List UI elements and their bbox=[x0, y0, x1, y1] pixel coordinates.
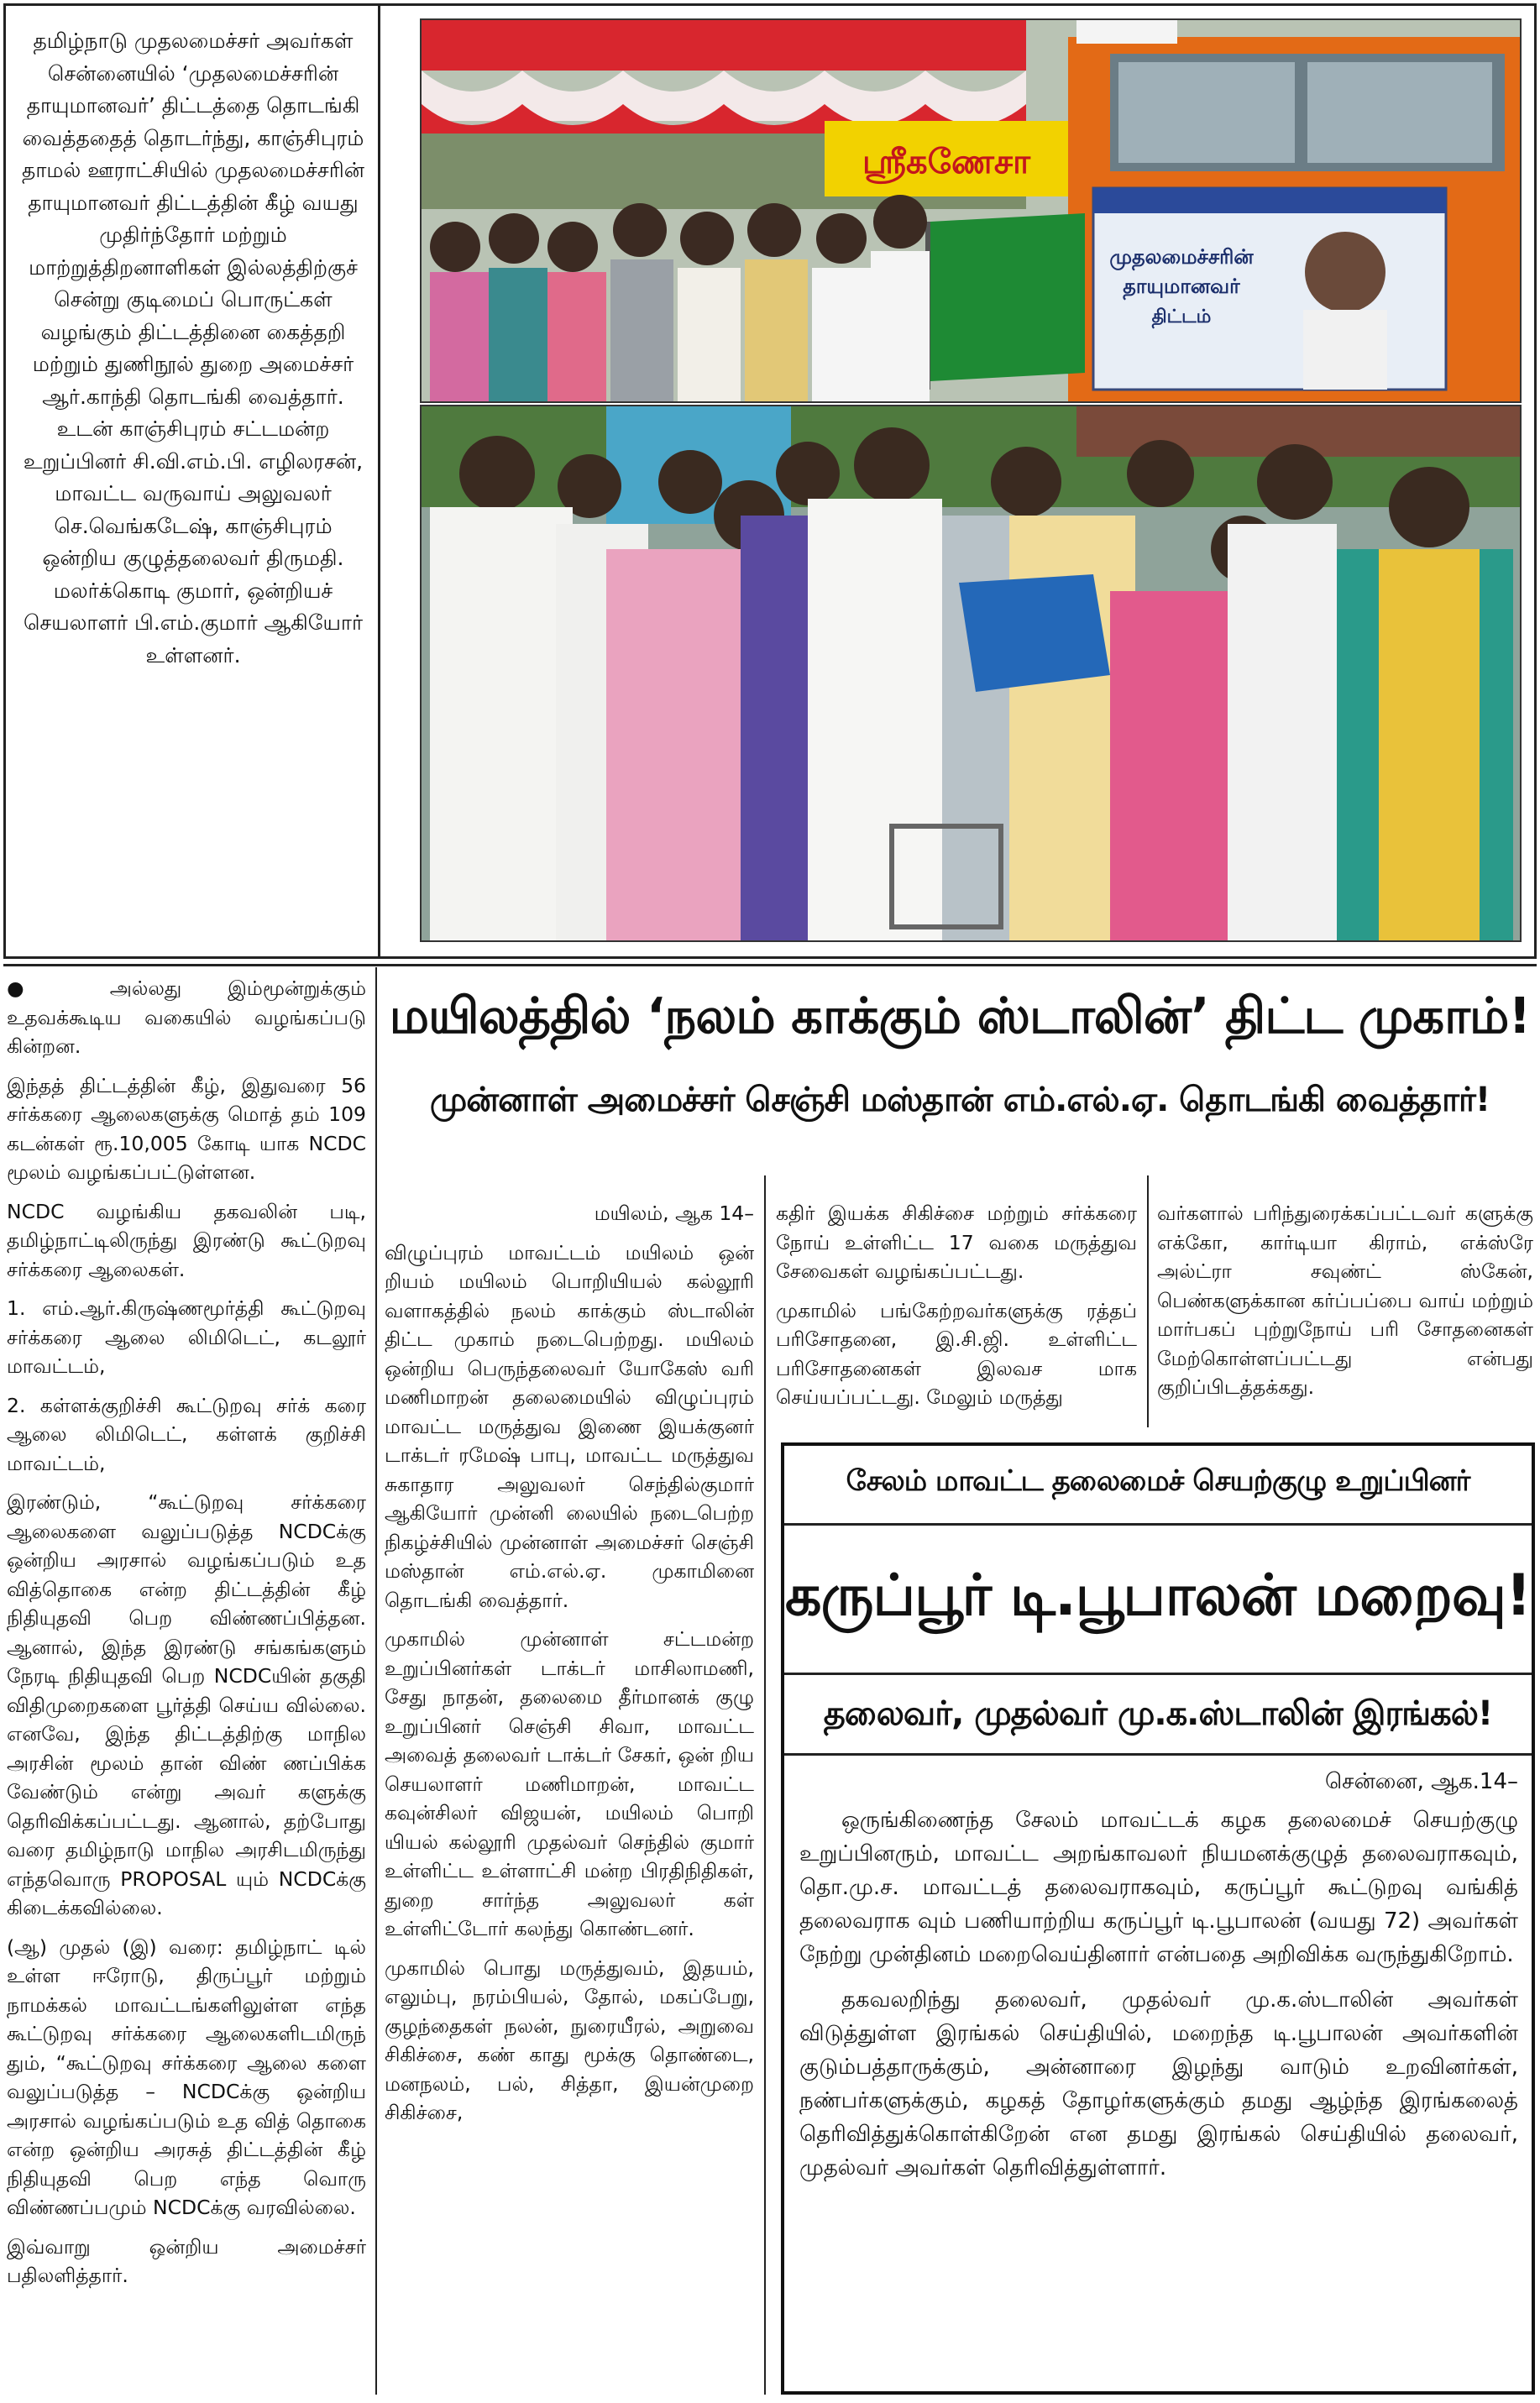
main-story-col1 bbox=[385, 1199, 754, 2395]
photo-flag-off bbox=[420, 18, 1522, 403]
obituary-subheadline: தலைவர், முதல்வர் மு.க.ஸ்டாலின் இரங்கல்! bbox=[823, 1694, 1493, 1733]
obituary-rule bbox=[784, 1523, 1532, 1526]
left-paragraph: ● அல்லது இம்மூன்றுக்கும் உதவக்கூடிய வகையில் வழங்கப்படு கின்றன. bbox=[7, 976, 366, 1058]
obituary-rule bbox=[784, 1753, 1532, 1756]
obituary-headline: கருப்பூர் டி.பூபாலன் மறைவு! bbox=[785, 1563, 1531, 1629]
obituary-rule bbox=[784, 1673, 1532, 1675]
photo-caption: தமிழ்நாடு முதலமைச்சர் அவர்கள் சென்னையில் ‘முதலமைச்சரின் தாயுமானவர்’ திட்டத்தை தொடங்கி வைத்ததைத் தொடர்ந்து, காஞ்சிபுரம் தாமல் ஊராட்சியில் முதலமைச்சரின் தாயுமானவர் திட்டத்தின் கீழ் வயது முதிர்ந்தோர் மற்றும் மாற்றுத்திறனாளிகள் இல்லத்திற்குச் சென்று குடிமைப் பொருட்கள் வழங்கும் திட்டத்தினை கைத்தறி மற்றும் துணிநூல் துறை அமைச்சர் ஆர்.காந்தி தொடங்கி வைத்தார். உடன் காஞ்சிபுரம் சட்டமன்ற உறுப்பினர் சி.வி.எம்.பி. எழிலரசன், மாவட்ட வருவாய் அலுவலர் செ.வெங்கடேஷ், காஞ்சிபுரம் ஒன்றிய குழுத்தலைவர் திருமதி. மலர்க்கொடி குமார், ஒன்றியச் செயலாளர் பி.எம்.குமார் ஆகியோர் உள்ளனர். bbox=[22, 29, 364, 668]
left-paragraph: (ஆ) முதல் (இ) வரை: தமிழ்நாட் டில் உள்ள ஈரோடு, திருப்பூர் மற்றும் நாமக்கல் மாவட்டங்களிலுள்ள எந்த கூட்டுறவு சர்க்கரை ஆலைகளிடமிருந் தும், “கூட்டுறவு சர்க்கரை ஆலை களை வலுப்படுத்த – NCDCக்கு ஒன்றிய அரசால் வழங்கப்படும் உத வித் தொகை என்ற ஒன்றிய அரசுத் திட்டத்தின் கீழ் நிதியுதவி பெற எந்த வொரு விண்ணப்பமும் NCDCக்கு வரவில்லை. bbox=[7, 1934, 366, 2219]
left-paragraph: இந்தத் திட்டத்தின் கீழ், இதுவரை 56 சர்க்கரை ஆலைகளுக்கு மொத் தம் 109 கடன்கள் ரூ.10,005 கோடி யாக NCDC மூலம் வழங்கப்பட்டுள்ளன. bbox=[7, 1073, 366, 1184]
obituary-box bbox=[781, 1442, 1535, 2395]
main-story-col3 bbox=[1157, 1199, 1533, 1442]
left-paragraph: இரண்டும், “கூட்டுறவு சர்க்கரை ஆலைகளை வலுப்படுத்த NCDCக்கு ஒன்றிய அரசால் வழங்கப்படும் உத வித்தொகை என்ற திட்டத்தின் கீழ் நிதியுதவி பெற விண்ணப்பித்தன. ஆனால், இந்த இரண்டு சங்கங்களும் நேரடி நிதியுதவி பெற NCDCயின் தகுதி விதிமுறைகளை பூர்த்தி செய்ய வில்லை. எனவே, இந்த திட்டத்திற்கு மாநில அரசின் மூலம் தான் விண் ணப்பிக்க வேண்டும் என்று அவர் களுக்கு தெரிவிக்கப்பட்டது. ஆனால், தற்போது வரை தமிழ்நாடு மாநில அரசிடமிருந்து எந்தவொரு PROPOSAL யும் NCDCக்கு கிடைக்கவில்லை. bbox=[7, 1490, 366, 1919]
shop-sign-text: ஸ்ரீகணேசா bbox=[862, 143, 1030, 181]
photo-handover bbox=[420, 405, 1522, 942]
dateline: மயிலம், ஆக 14– bbox=[594, 1202, 754, 1225]
banner-line2: தாயுமானவர் bbox=[1123, 275, 1240, 298]
obituary-paragraph: ஒருங்கிணைந்த சேலம் மாவட்டக் கழக தலைமைச் செயற்குழு உறுப்பினரும், மாவட்ட அறங்காவலர் நியமனக்குழுத் தலைவராகவும், தொ.மு.ச. மாவட்டத் தலைவராகவும், கருப்பூர் கூட்டுறவு வங்கித் தலைவராக வும் பணியாற்றிய கருப்பூர் டி.பூபாலன் (வயது 72) அவர்கள் நேற்று முன்தினம் மறைவெய்தினார் என்பதை அறிவிக்க வருந்துகிறோம். bbox=[799, 1808, 1518, 1967]
main-col-divider bbox=[764, 1175, 766, 2395]
obituary-paragraph: தகவலறிந்து தலைவர், முதல்வர் மு.க.ஸ்டாலின் அவர்கள் விடுத்துள்ள இரங்கல் செய்தியில், மறைந்த டி.பூபாலன் அவர்களின் குடும்பத்தாருக்கும், அன்னாரை இழந்து வாடும் உறவினர்கள், நண்பர்களுக்கும், கழகத் தோழர்களுக்கும் தமது ஆழ்ந்த இரங்கலைத் தெரிவித்துக்கொள்கிறேன் என தமது இரங்கல் செய்தியில் தலைவர், முதல்வர் அவர்கள் தெரிவித்துள்ளார். bbox=[799, 1987, 1518, 2180]
obituary-dateline: சென்னை, ஆக.14– bbox=[1324, 1769, 1518, 1794]
main-col2-paragraph: கதிர் இயக்க சிகிச்சை மற்றும் சர்க்கரை நோய் உள்ளிட்ட 17 வகை மருத்துவ சேவைகள் வழங்கப்பட்டது. bbox=[776, 1202, 1137, 1283]
left-column bbox=[7, 974, 366, 2395]
photo-caption-box bbox=[18, 25, 368, 940]
photo-handover-drawing bbox=[422, 406, 1522, 942]
main-col2-paragraph: முகாமில் பங்கேற்றவர்களுக்கு ரத்தப் பரிசோதனை, இ.சி.ஜி. உள்ளிட்ட பரிசோதனைகள் இலவச மாக செய்யப்பட்டது. மேலும் மருத்து bbox=[776, 1298, 1137, 1409]
left-paragraph: NCDC வழங்கிய தகவலின் படி, தமிழ்நாட்டிலிருந்து இரண்டு கூட்டுறவு சர்க்கரை ஆலைகள். bbox=[7, 1199, 366, 1281]
banner-line1: முதலமைச்சரின் bbox=[1109, 245, 1254, 269]
obituary-kicker: சேலம் மாவட்ட தலைமைச் செயற்குழு உறுப்பினர் bbox=[846, 1464, 1470, 1498]
main-col-divider bbox=[1147, 1175, 1149, 1427]
photo-flag-off-drawing bbox=[422, 20, 1522, 403]
main-col1-paragraph: விழுப்புரம் மாவட்டம் மயிலம் ஒன் றியம் மயிலம் பொறியியல் கல்லூரி வளாகத்தில் நலம் காக்கும் ஸ்டாலின் திட்ட முகாம் நடைபெற்றது. மயிலம் ஒன்றிய பெருந்தலைவர் யோகேஸ் வரி மணிமாறன் தலைமையில் விழுப்புரம் மாவட்ட மருத்துவ இணை இயக்குனர் டாக்டர் ரமேஷ் பாபு, மாவட்ட மருத்துவ சுகாதார அலுவலர் செந்தில்குமார் ஆகியோர் முன்னி லையில் நடைபெற்ற நிகழ்ச்சியில் முன்னாள் அமைச்சர் செஞ்சி மஸ்தான் எம்.எல்.ஏ. முகாமினை தொடங்கி வைத்தார். bbox=[385, 1240, 754, 1612]
main-subheadline: முன்னாள் அமைச்சர் செஞ்சி மஸ்தான் எம்.எல்.ஏ. தொடங்கி வைத்தார்! bbox=[429, 1081, 1490, 1119]
main-col1-paragraph: முகாமில் பொது மருத்துவம், இதயம், எலும்பு, நரம்பியல், தோல், மகப்பேறு, குழந்தைகள் நலன், நுரையீரல், அறுவை சிகிச்சை, கண் காது மூக்கு தொண்டை, மனநலம், பல், சித்தா, இயன்முறை சிகிச்சை, bbox=[385, 1955, 754, 2124]
main-story-col2 bbox=[776, 1199, 1137, 1442]
left-column-divider bbox=[375, 967, 377, 2395]
main-col1-paragraph: முகாமில் முன்னாள் சட்டமன்ற உறுப்பினர்கள் டாக்டர் மாசிலாமணி, சேது நாதன், தலைமை தீர்மானக் குழு உறுப்பினர் செஞ்சி சிவா, மாவட்ட அவைத் தலைவர் டாக்டர் சேகர், ஒன் றிய செயலாளர் மணிமாறன், மாவட்ட கவுன்சிலர் விஜயன், மயிலம் பொறி யியல் கல்லூரி முதல்வர் செந்தில் குமார் உள்ளிட்ட உள்ளாட்சி மன்ற பிரதிநிதிகள், துறை சார்ந்த அலுவலர் கள் உள்ளிட்டோர் கலந்து கொண்டனர். bbox=[385, 1627, 754, 1940]
caption-divider bbox=[378, 5, 380, 957]
main-headline: மயிலத்தில் ‘நலம் காக்கும் ஸ்டாலின்’ திட்ட முகாம்! bbox=[389, 987, 1531, 1044]
left-paragraph: இவ்வாறு ஒன்றிய அமைச்சர் பதிலளித்தார். bbox=[7, 2234, 366, 2287]
left-paragraph: 1. எம்.ஆர்.கிருஷ்ணமூர்த்தி கூட்டுறவு சர்க்கரை ஆலை லிமிடெட், கடலூர் மாவட்டம், bbox=[7, 1296, 366, 1378]
obituary-body bbox=[799, 1765, 1518, 2386]
section-top-rule bbox=[3, 964, 1537, 966]
banner-line3: திட்டம் bbox=[1151, 306, 1212, 327]
main-col3-paragraph: வர்களால் பரிந்துரைக்கப்பட்டவர் களுக்கு எக்கோ, கார்டியா கிராம், எக்ஸ்ரே அல்ட்ரா சவுண்ட் ஸ்கேன், பெண்களுக்கான கர்ப்பப்பை வாய் மற்றும் மார்பகப் புற்றுநோய் பரி சோதனைகள் மேற்கொள்ளப்பட்டது என்பது குறிப்பிடத்தக்கது. bbox=[1157, 1202, 1533, 1399]
left-paragraph: 2. கள்ளக்குறிச்சி கூட்டுறவு சர்க் கரை ஆலை லிமிடெட், கள்ளக் குறிச்சி மாவட்டம், bbox=[7, 1393, 366, 1475]
